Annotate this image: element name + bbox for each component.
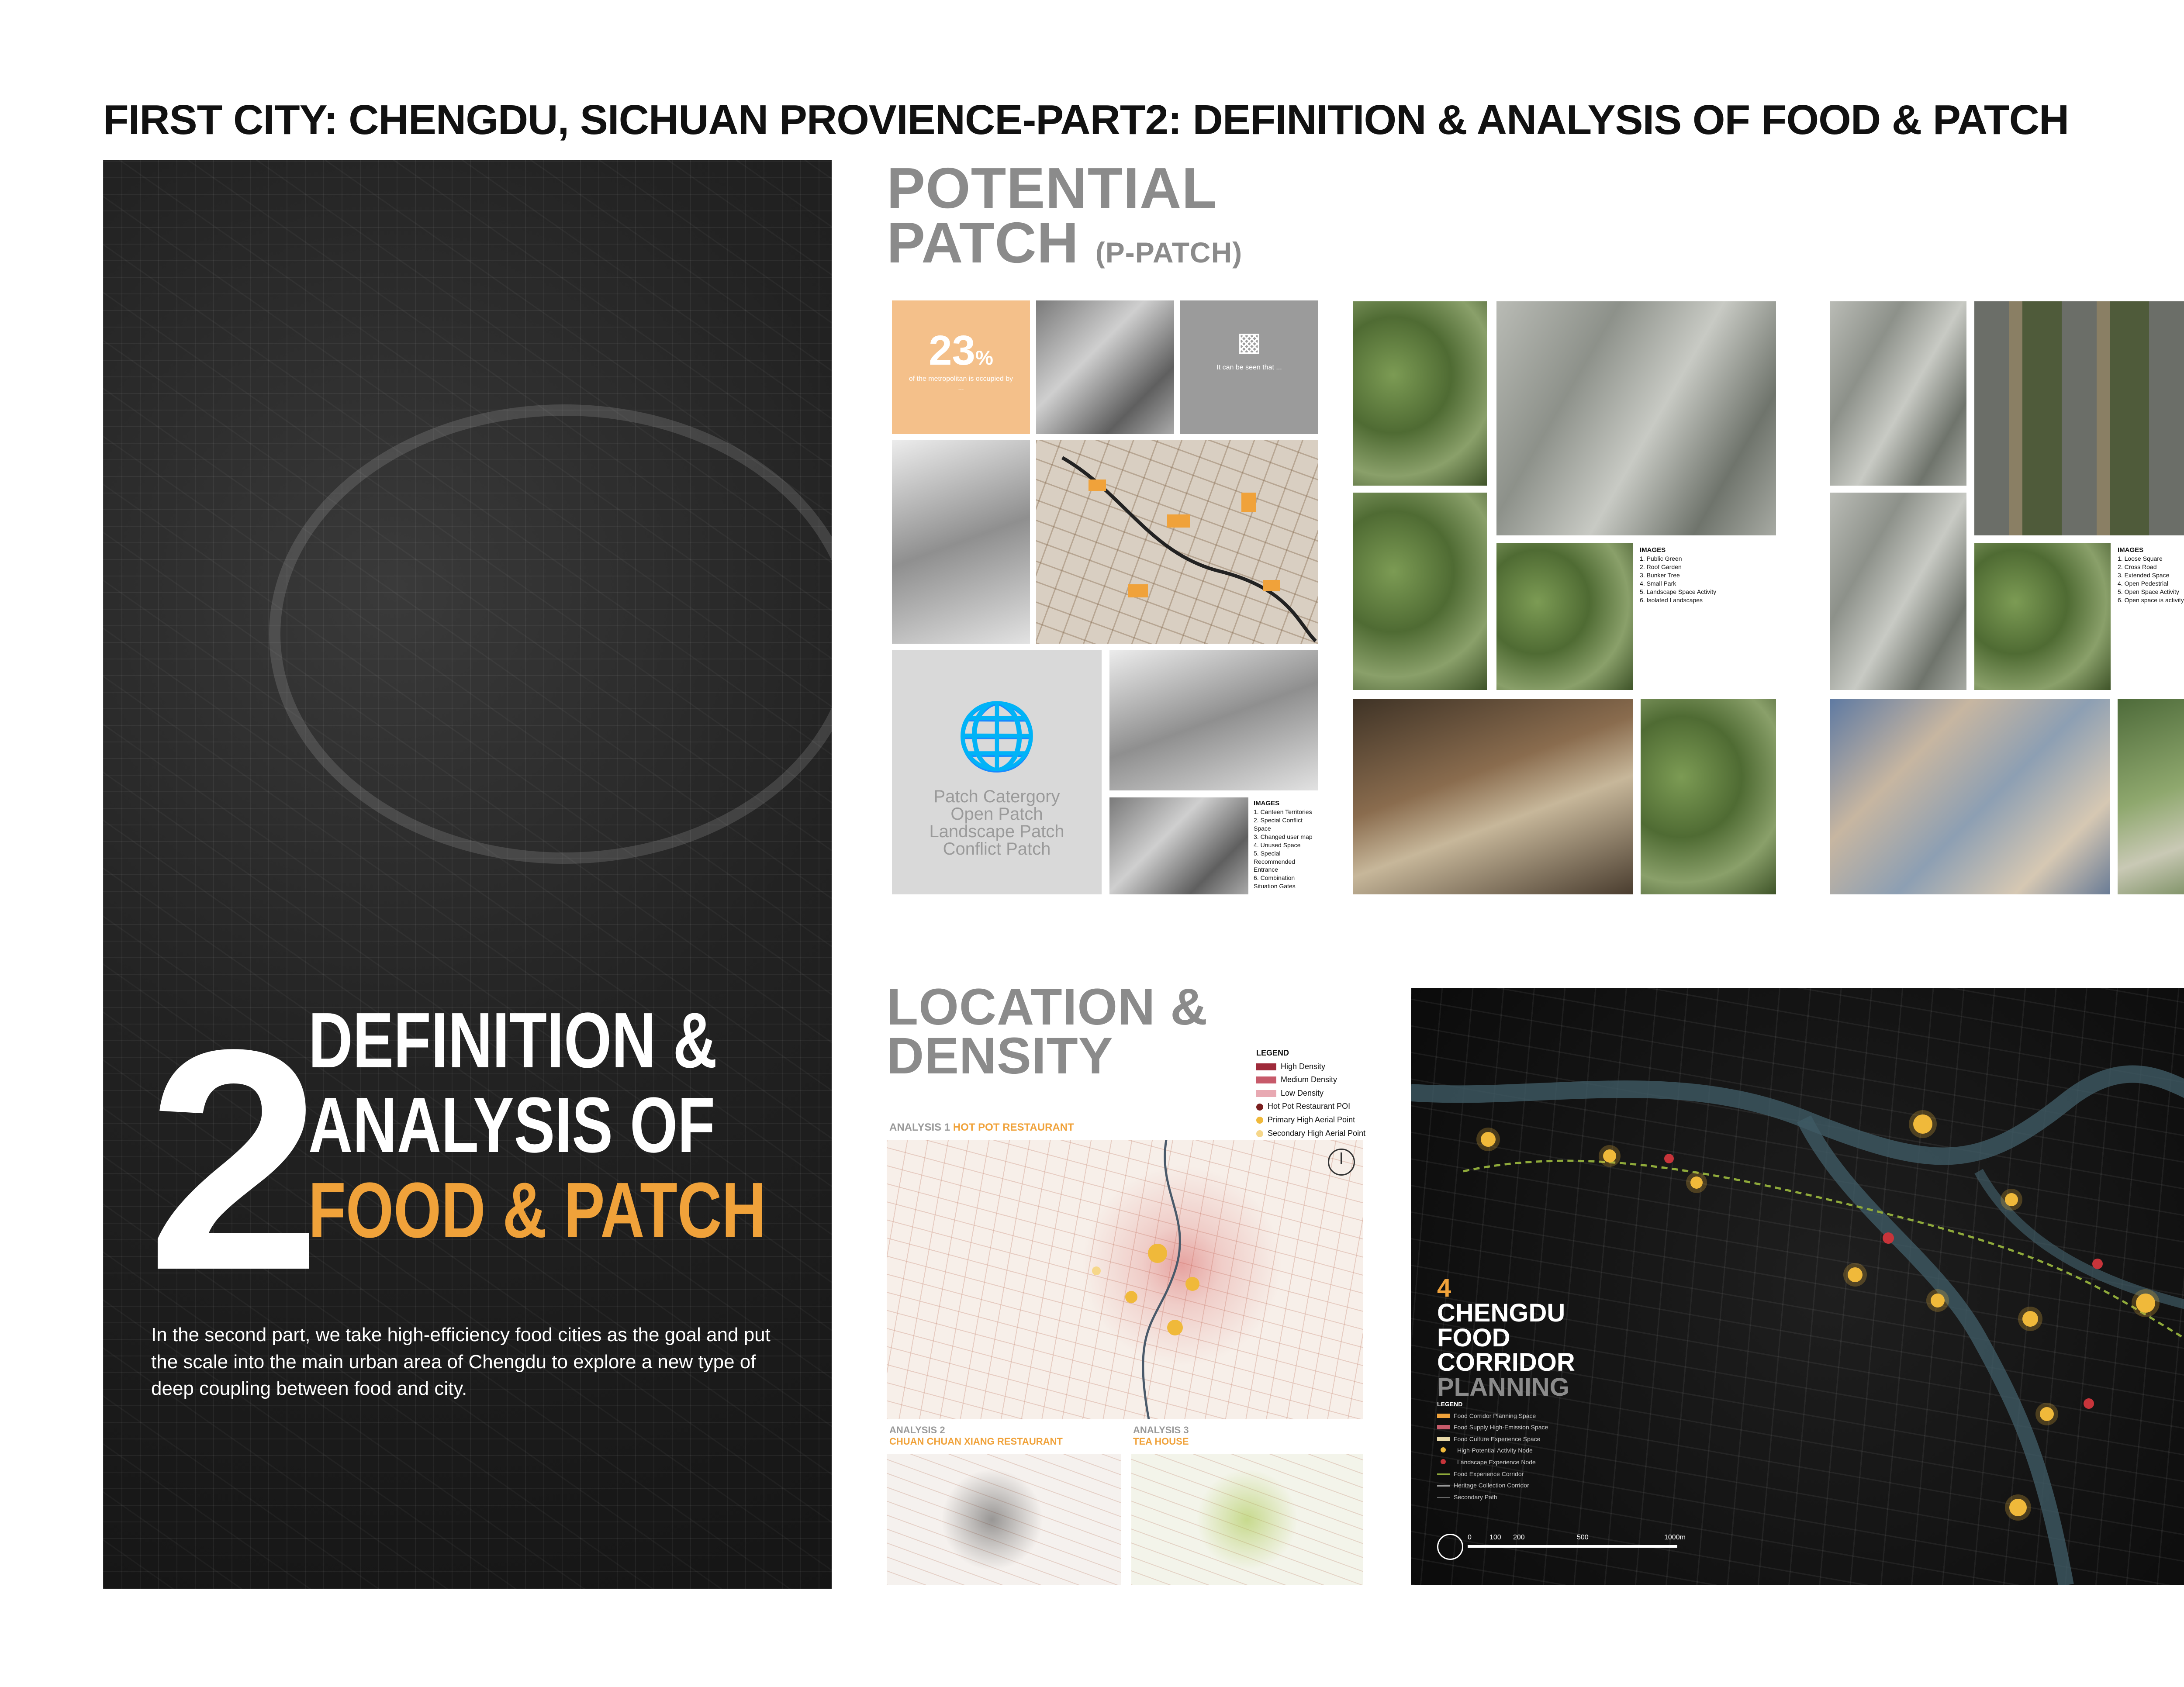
hotpot-density-map xyxy=(887,1140,1363,1419)
stat-unit: % xyxy=(975,346,993,369)
caption-3-item-3: 3. Extended Space xyxy=(2118,572,2170,579)
red-node xyxy=(2092,1259,2103,1269)
analysis-1-name: HOT POT RESTAURANT xyxy=(953,1121,1074,1133)
caption-group-3 xyxy=(2118,546,2184,604)
corridor-legend-4: High-Potential Activity Node xyxy=(1457,1447,1533,1454)
corridor-legend-title: LEGEND xyxy=(1437,1401,1463,1408)
photo-street-market xyxy=(1036,300,1174,434)
corridor-title-line-3: CORRIDOR xyxy=(1437,1348,1575,1377)
page-title: FIRST CITY: CHENGDU, SICHUAN PROVIENCE-PART2: DEFINITION & ANALYSIS OF FOOD & PATCH xyxy=(103,97,2069,143)
caption-2-item-3: 3. Bunker Tree xyxy=(1640,572,1680,579)
poi-node xyxy=(1931,1294,1945,1308)
analysis-2-prefix: ANALYSIS 2 xyxy=(889,1425,945,1435)
corridor-north-arrow-icon xyxy=(1437,1534,1463,1560)
caption-3-item-4: 4. Open Pedestrial xyxy=(2118,580,2168,587)
analysis-1-label xyxy=(889,1121,1074,1134)
legend-high-density: High Density xyxy=(1281,1062,1326,1071)
caption-2-title: IMAGES xyxy=(1640,546,1666,554)
caption-2-item-4: 4. Small Park xyxy=(1640,580,1676,587)
section-description: In the second part, we take high-efficiency food cities as the goal and put the scale into the main urban area of Chengdu to explore a new type of deep coupling between food and city. xyxy=(151,1324,771,1400)
left-panel-aerial-map xyxy=(103,160,832,1589)
photo-panda-sculpture xyxy=(1109,650,1318,790)
legend-low-density: Low Density xyxy=(1281,1088,1324,1097)
heading-line-1: DEFINITION & xyxy=(308,997,717,1084)
density-legend xyxy=(1256,1046,1365,1140)
north-arrow-icon xyxy=(1328,1149,1355,1176)
corridor-scale-500: 500 xyxy=(1577,1534,1589,1541)
corridor-legend-3: Food Culture Experience Space xyxy=(1454,1435,1541,1442)
section-heading xyxy=(308,998,766,1253)
heading-line-2: ANALYSIS OF xyxy=(308,1081,715,1170)
corridor-scale-100: 100 xyxy=(1489,1534,1501,1541)
poi-node xyxy=(2005,1193,2018,1206)
patch-map xyxy=(1036,440,1318,644)
caption-2-item-6: 6. Isolated Landscapes xyxy=(1640,596,1703,604)
poi-node xyxy=(2136,1294,2155,1313)
aerial-bunker-tree xyxy=(1353,493,1487,690)
corridor-title-line-4: PLANNING xyxy=(1437,1373,1569,1402)
title-line-1: POTENTIAL xyxy=(887,156,1217,220)
corridor-legend-6: Food Experience Corridor xyxy=(1454,1470,1524,1477)
aerial-extended-space xyxy=(1830,493,1966,690)
swatch-low xyxy=(1256,1090,1276,1097)
poi-node xyxy=(1690,1176,1703,1189)
ld-title-line-2: DENSITY xyxy=(887,1027,1113,1085)
analysis-3-prefix: ANALYSIS 3 xyxy=(1133,1425,1189,1435)
corridor-legend-8: Secondary Path xyxy=(1454,1493,1497,1501)
caption-1-item-1: 1. Canteen Territories xyxy=(1254,808,1312,816)
corridor-scale-200: 200 xyxy=(1513,1534,1525,1541)
caption-1-item-3: 3. Changed user map xyxy=(1254,833,1313,840)
red-node xyxy=(1883,1232,1894,1244)
caption-3-item-2: 2. Cross Road xyxy=(2118,563,2157,571)
monitor-icon: ▩ xyxy=(1237,327,1262,356)
legend-medium-density: Medium Density xyxy=(1281,1075,1337,1084)
photo-canteen xyxy=(1353,699,1633,894)
corridor-legend-7: Heritage Collection Corridor xyxy=(1454,1482,1529,1489)
red-node xyxy=(1664,1154,1674,1163)
location-density-title xyxy=(887,978,1208,1085)
photo-street-view xyxy=(1109,797,1248,894)
info-tile-text: It can be seen that ... xyxy=(1216,364,1282,371)
photo-crowd-square xyxy=(1830,699,2110,894)
patch-map-river xyxy=(1036,440,1318,644)
caption-2-item-2: 2. Roof Garden xyxy=(1640,563,1682,571)
stat-tile xyxy=(892,300,1030,434)
analysis-3-label xyxy=(1133,1425,1189,1447)
corridor-scale-0: 0 xyxy=(1468,1534,1472,1541)
legend-secondary-point: Secondary High Aerial Point xyxy=(1268,1128,1366,1138)
aerial-isolated-landscape xyxy=(1641,699,1776,894)
analysis-2-name: CHUAN CHUAN XIANG RESTAURANT xyxy=(889,1436,1063,1447)
heading-line-3: FOOD & PATCH xyxy=(308,1166,766,1254)
corridor-scale-bar xyxy=(1468,1545,1677,1548)
caption-1-item-5: 5. Special Recommended Entrance xyxy=(1254,849,1295,873)
corridor-title xyxy=(1437,1276,1575,1400)
poi-node xyxy=(2022,1311,2038,1327)
aerial-open-pedestrial xyxy=(1974,543,2111,690)
caption-3-item-5: 5. Open Space Activity xyxy=(2118,588,2179,595)
corridor-legend-5: Landscape Experience Node xyxy=(1457,1458,1536,1466)
ld-title-line-1: LOCATION & xyxy=(887,978,1208,1036)
corridor-title-line-1: CHENGDU xyxy=(1437,1298,1565,1327)
poi-node xyxy=(1603,1149,1616,1163)
food-corridor-planning-map xyxy=(1411,988,2184,1585)
potential-patch-title xyxy=(887,156,1243,275)
categories-title: Patch Catergory xyxy=(933,787,1060,806)
dot-secondary xyxy=(1256,1130,1263,1137)
dot-poi xyxy=(1256,1104,1263,1111)
info-tile xyxy=(1180,300,1318,434)
caption-2-item-5: 5. Landscape Space Activity xyxy=(1640,588,1717,595)
poi-node xyxy=(1913,1114,1932,1134)
dot-primary xyxy=(1256,1117,1263,1124)
title-suffix: (P-PATCH) xyxy=(1095,236,1243,269)
category-landscape-patch: Landscape Patch xyxy=(929,822,1064,841)
legend-title: LEGEND xyxy=(1256,1049,1289,1057)
aerial-roof-garden xyxy=(1496,301,1776,535)
caption-1-item-4: 4. Unused Space xyxy=(1254,841,1301,849)
category-open-patch: Open Patch xyxy=(950,804,1043,824)
poi-node xyxy=(2009,1499,2027,1516)
caption-3-item-1: 1. Loose Square xyxy=(2118,555,2163,562)
caption-1-item-6: 6. Combination Situation Gates xyxy=(1254,874,1296,890)
caption-2-item-1: 1. Public Green xyxy=(1640,555,1682,562)
swatch-medium xyxy=(1256,1076,1276,1083)
aerial-loose-square xyxy=(1830,301,1966,486)
poi-node xyxy=(2040,1407,2054,1421)
aerial-public-green xyxy=(1353,301,1487,486)
section-number: 2 xyxy=(147,984,322,1335)
aerial-cross-road xyxy=(1974,301,2184,535)
patch-category-tile xyxy=(892,650,1102,894)
corridor-legend xyxy=(1437,1398,1548,1503)
density-map-overlay xyxy=(887,1140,1363,1419)
caption-1-title: IMAGES xyxy=(1254,800,1280,807)
river-shape xyxy=(269,404,832,864)
red-node xyxy=(2084,1398,2094,1409)
teahouse-density-map xyxy=(1131,1454,1363,1585)
poi-node xyxy=(1481,1132,1496,1147)
swatch-high xyxy=(1256,1063,1276,1070)
stat-value: 23 xyxy=(929,327,975,374)
analysis-1-prefix: ANALYSIS 1 xyxy=(889,1121,950,1133)
corridor-number: 4 xyxy=(1437,1274,1451,1302)
analysis-3-name: TEA HOUSE xyxy=(1133,1436,1189,1447)
corridor-title-line-2: FOOD xyxy=(1437,1323,1510,1352)
caption-1-item-2: 2. Special Conflict Space xyxy=(1254,817,1303,832)
caption-group-2 xyxy=(1640,546,1771,604)
corridor-legend-2: Food Supply High-Emission Space xyxy=(1454,1424,1548,1431)
photo-park-path xyxy=(2118,699,2184,894)
globe-icon: 🌐 xyxy=(956,699,1038,773)
legend-hotpot-poi: Hot Pot Restaurant POI xyxy=(1268,1102,1351,1111)
caption-3-item-6: 6. Open space is activity xyxy=(2118,596,2184,604)
caption-3-title: IMAGES xyxy=(2118,546,2144,554)
caption-group-1 xyxy=(1254,799,1319,890)
analysis-2-label xyxy=(889,1425,1063,1447)
aerial-small-park xyxy=(1496,543,1633,690)
stat-text: of the metropolitan is occupied by ... xyxy=(909,375,1013,392)
photo-overpass xyxy=(892,440,1030,644)
title-line-2: PATCH xyxy=(887,210,1079,275)
chuanchuan-density-map xyxy=(887,1454,1121,1585)
corridor-legend-1: Food Corridor Planning Space xyxy=(1454,1412,1536,1419)
corridor-scale-1000: 1000m xyxy=(1664,1534,1686,1541)
poi-node xyxy=(1848,1267,1863,1282)
category-conflict-patch: Conflict Patch xyxy=(943,839,1051,859)
legend-primary-point: Primary High Aerial Point xyxy=(1268,1115,1355,1124)
